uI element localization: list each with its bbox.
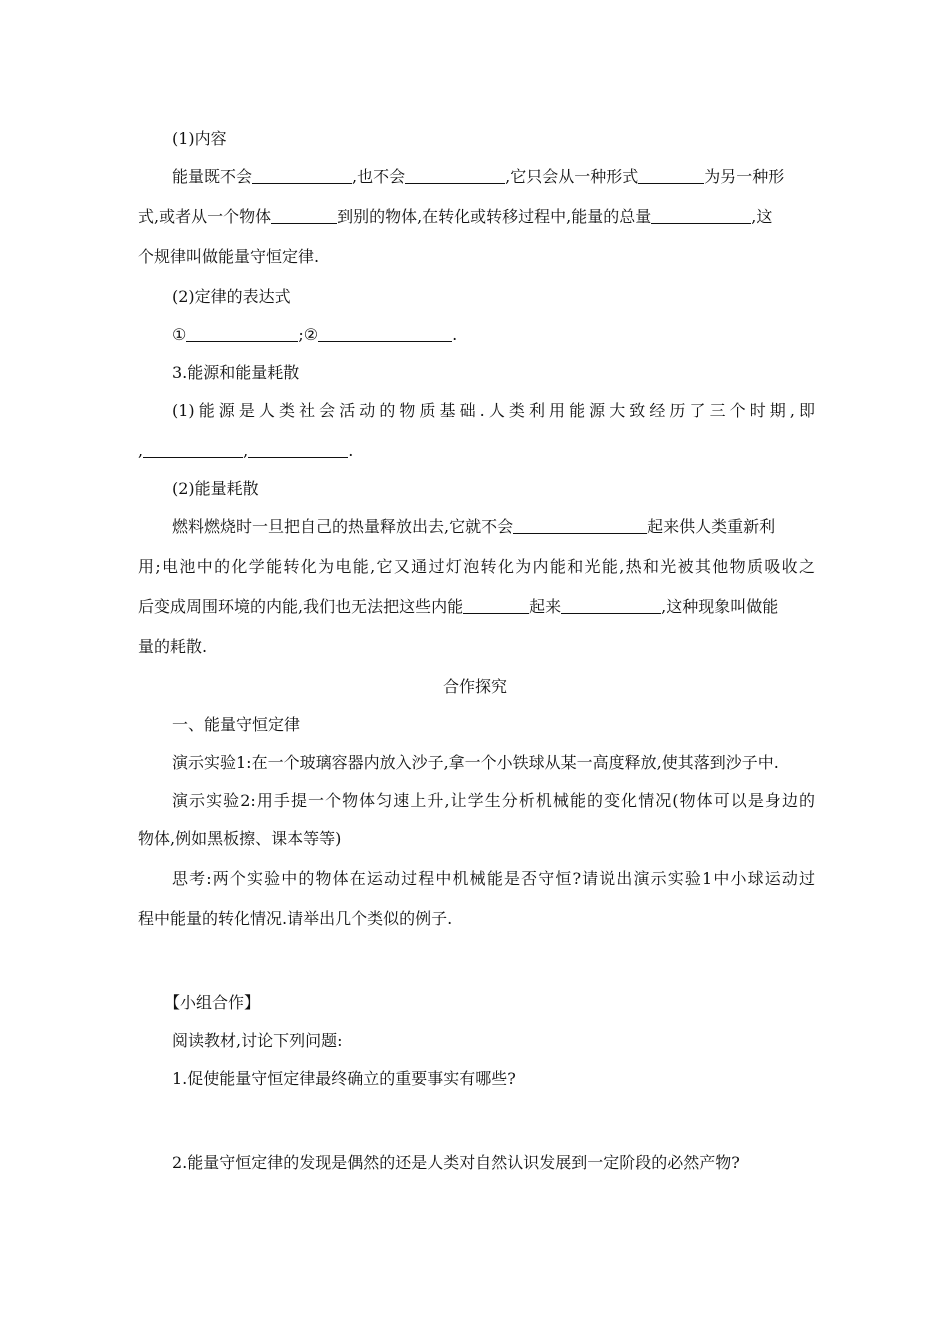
demo-experiment-2-line-1: 演示实验2:用手提一个物体匀速上升,让学生分析机械能的变化情况(物体可以是身边的: [172, 791, 815, 810]
text: 起来: [529, 597, 562, 616]
paragraph-energy-source-line-2: [138, 440, 353, 462]
fill-blank[interactable]: [143, 441, 243, 458]
demo-experiment-2-line-2: 物体,例如黑板擦、课本等等): [138, 829, 342, 848]
heading-energy-dissipation: 3.能源和能量耗散: [172, 363, 300, 382]
fill-blank[interactable]: [561, 597, 661, 614]
think-question-line-2: 程中能量的转化情况.请举出几个类似的例子.: [138, 909, 453, 928]
question-1: 1.促使能量守恒定律最终确立的重要事实有哪些?: [172, 1069, 516, 1088]
text: .: [348, 441, 354, 460]
fill-blank[interactable]: [186, 325, 298, 342]
reading-instruction: 阅读教材,讨论下列问题:: [172, 1031, 343, 1050]
text: ,: [243, 441, 249, 460]
section-title: 合作探究: [442, 677, 507, 696]
expression-blanks: [172, 324, 457, 346]
group-work-heading: 【小组合作】: [164, 993, 261, 1012]
question-2: 2.能量守恒定律的发现是偶然的还是人类对自然认识发展到一定阶段的必然产物?: [172, 1153, 740, 1172]
text: ;②: [298, 325, 319, 344]
fill-blank[interactable]: [318, 325, 452, 342]
text: ①: [172, 325, 187, 344]
subsection-content-title: (1)内容: [172, 129, 227, 148]
fill-blank[interactable]: [513, 517, 647, 534]
demo-experiment-1: 演示实验1:在一个玻璃容器内放入沙子,拿一个小铁球从某一高度释放,使其落到沙子中.: [172, 753, 779, 772]
subsection-expression-title: (2)定律的表达式: [172, 287, 291, 306]
text: 燃料燃烧时一旦把自己的热量释放出去,它就不会: [172, 517, 514, 536]
text: ,它只会从一种形式: [505, 167, 639, 186]
text: .: [452, 325, 458, 344]
paragraph-law-line-3: 个规律叫做能量守恒定律.: [138, 247, 320, 266]
paragraph-energy-source-line-1: (1)能源是人类社会活动的物质基础.人类利用能源大致经历了三个时期,即: [172, 401, 815, 420]
text: ,这: [751, 207, 773, 226]
think-question-line-1: 思考:两个实验中的物体在运动过程中机械能是否守恒?请说出演示实验1中小球运动过: [172, 869, 815, 888]
text: ,也不会: [352, 167, 406, 186]
text: 为另一种形: [704, 167, 785, 186]
text: 起来供人类重新利: [647, 517, 776, 536]
text: ,: [138, 441, 144, 460]
fill-blank[interactable]: [405, 167, 505, 184]
subheading-conservation: 一、能量守恒定律: [172, 715, 301, 734]
fill-blank[interactable]: [463, 597, 529, 614]
fill-blank[interactable]: [271, 207, 337, 224]
text: 到别的物体,在转化或转移过程中,能量的总量: [337, 207, 652, 226]
text: 后变成周围环境的内能,我们也无法把这些内能: [138, 597, 464, 616]
fill-blank[interactable]: [651, 207, 751, 224]
text: ,这种现象叫做能: [661, 597, 779, 616]
paragraph-law-line-1: [172, 166, 784, 188]
text: 式,或者从一个物体: [138, 207, 272, 226]
paragraph-dissipation-line-3: [138, 596, 778, 618]
paragraph-law-line-2: [138, 206, 772, 228]
fill-blank[interactable]: [248, 441, 348, 458]
paragraph-dissipation-line-1: [172, 516, 775, 538]
paragraph-dissipation-line-2: 用;电池中的化学能转化为电能,它又通过灯泡转化为内能和光能,热和光被其他物质吸收之: [138, 557, 815, 576]
text: 能量既不会: [172, 167, 253, 186]
paragraph-dissipation-line-4: 量的耗散.: [138, 637, 208, 656]
fill-blank[interactable]: [252, 167, 352, 184]
fill-blank[interactable]: [638, 167, 704, 184]
subsection-dissipation-title: (2)能量耗散: [172, 479, 259, 498]
